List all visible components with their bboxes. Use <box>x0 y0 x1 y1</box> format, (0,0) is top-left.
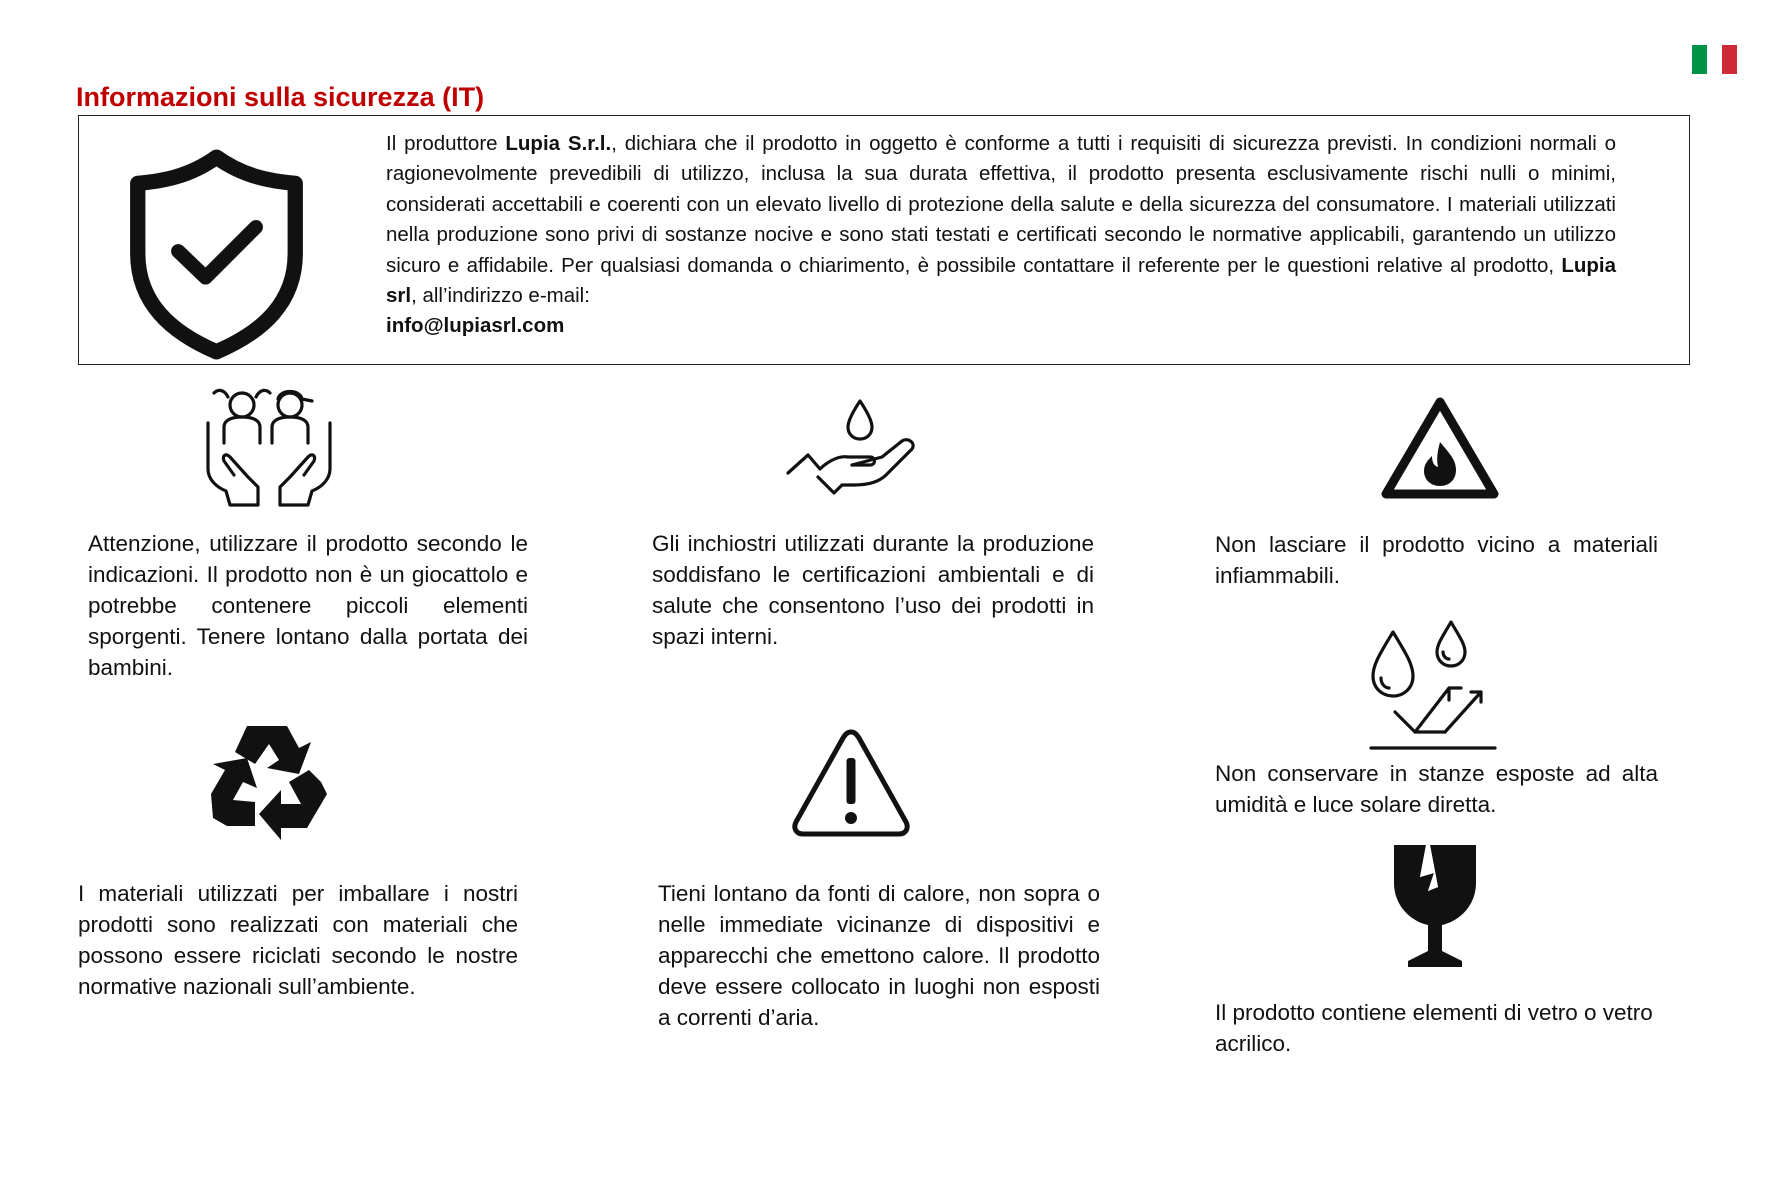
intro-text-3: , all’indirizzo e-mail: <box>411 284 590 308</box>
notice-humidity: Non conservare in stanze esposte ad alta umidità e luce solare diretta. <box>1215 761 1658 817</box>
safety-declaration-box <box>78 115 1690 365</box>
contact-email: info@lupiasrl.com <box>386 314 565 338</box>
notice-children: Attenzione, utilizzare il prodotto secondo le indicazioni. Il prodotto non è un giocattolo e potrebbe contenere piccoli elementi sporgenti. Tenere lontano dalla portata dei bambini. <box>88 531 528 680</box>
flag-stripe-red <box>1722 45 1737 74</box>
fragile-glass-icon <box>1392 843 1478 969</box>
notice-heat: Tieni lontano da fonti di calore, non sopra o nelle immediate vicinanze di dispositivi e apparecchi che emettono calore. Il prodotto deve essere collocato in luoghi non esposti a correnti d’aria. <box>658 881 1100 1030</box>
flammable-warning-icon <box>1380 394 1500 500</box>
flag-stripe-white <box>1707 45 1722 74</box>
shield-check-icon <box>129 144 304 344</box>
notice-glass: Il prodotto contiene elementi di vetro o vetro acrilico. <box>1215 1000 1653 1056</box>
italian-flag-icon <box>1692 45 1737 74</box>
recycle-icon <box>203 718 331 842</box>
intro-text-2: , dichiara che il prodotto in oggetto è conforme a tutti i requisiti di sicurezza previsti. In condizioni normali o ragionevolmente prevedibili di utilizzo, inclusa la sua durata effettiva, il prodotto presenta esclusivamente rischi nulli o minimi, considerati accettabili e coerenti con un elevato livello di protezione della salute e della sicurezza del consumatore. I materiali utilizzati nella produzione sono privi di sostanze nocive e sono stati testati e certificati secondo le normative applicabili, garantendo un utilizzo sicuro e affidabile. Per qualsiasi domanda o chiarimento, è possibile contattare il referente per le questioni relative al prodotto, <box>386 132 1616 277</box>
notice-inks: Gli inchiostri utilizzati durante la produzione soddisfano le certificazioni ambientali e di salute che consentono l’uso dei prodotti in spazi interni. <box>652 531 1094 649</box>
warning-exclamation-icon <box>790 726 912 838</box>
manufacturer-name: Lupia S.r.l. <box>505 132 612 155</box>
intro-text-1: Il produttore <box>386 132 506 155</box>
contact-company-name: Lupia srl <box>386 253 1616 308</box>
notice-flammable: Non lasciare il prodotto vicino a materiali infiammabili. <box>1215 532 1658 588</box>
children-in-hands-icon <box>200 383 338 507</box>
notice-recycle: I materiali utilizzati per imballare i nostri prodotti sono realizzati con materiali che possono essere riciclati secondo le nostre normative nazionali sull’ambiente. <box>78 881 518 999</box>
flag-stripe-green <box>1692 45 1707 74</box>
hand-water-drop-icon <box>786 397 918 495</box>
humidity-icon <box>1365 620 1501 752</box>
page-title: Informazioni sulla sicurezza (IT) <box>76 82 485 112</box>
safety-declaration-text <box>386 129 1616 342</box>
